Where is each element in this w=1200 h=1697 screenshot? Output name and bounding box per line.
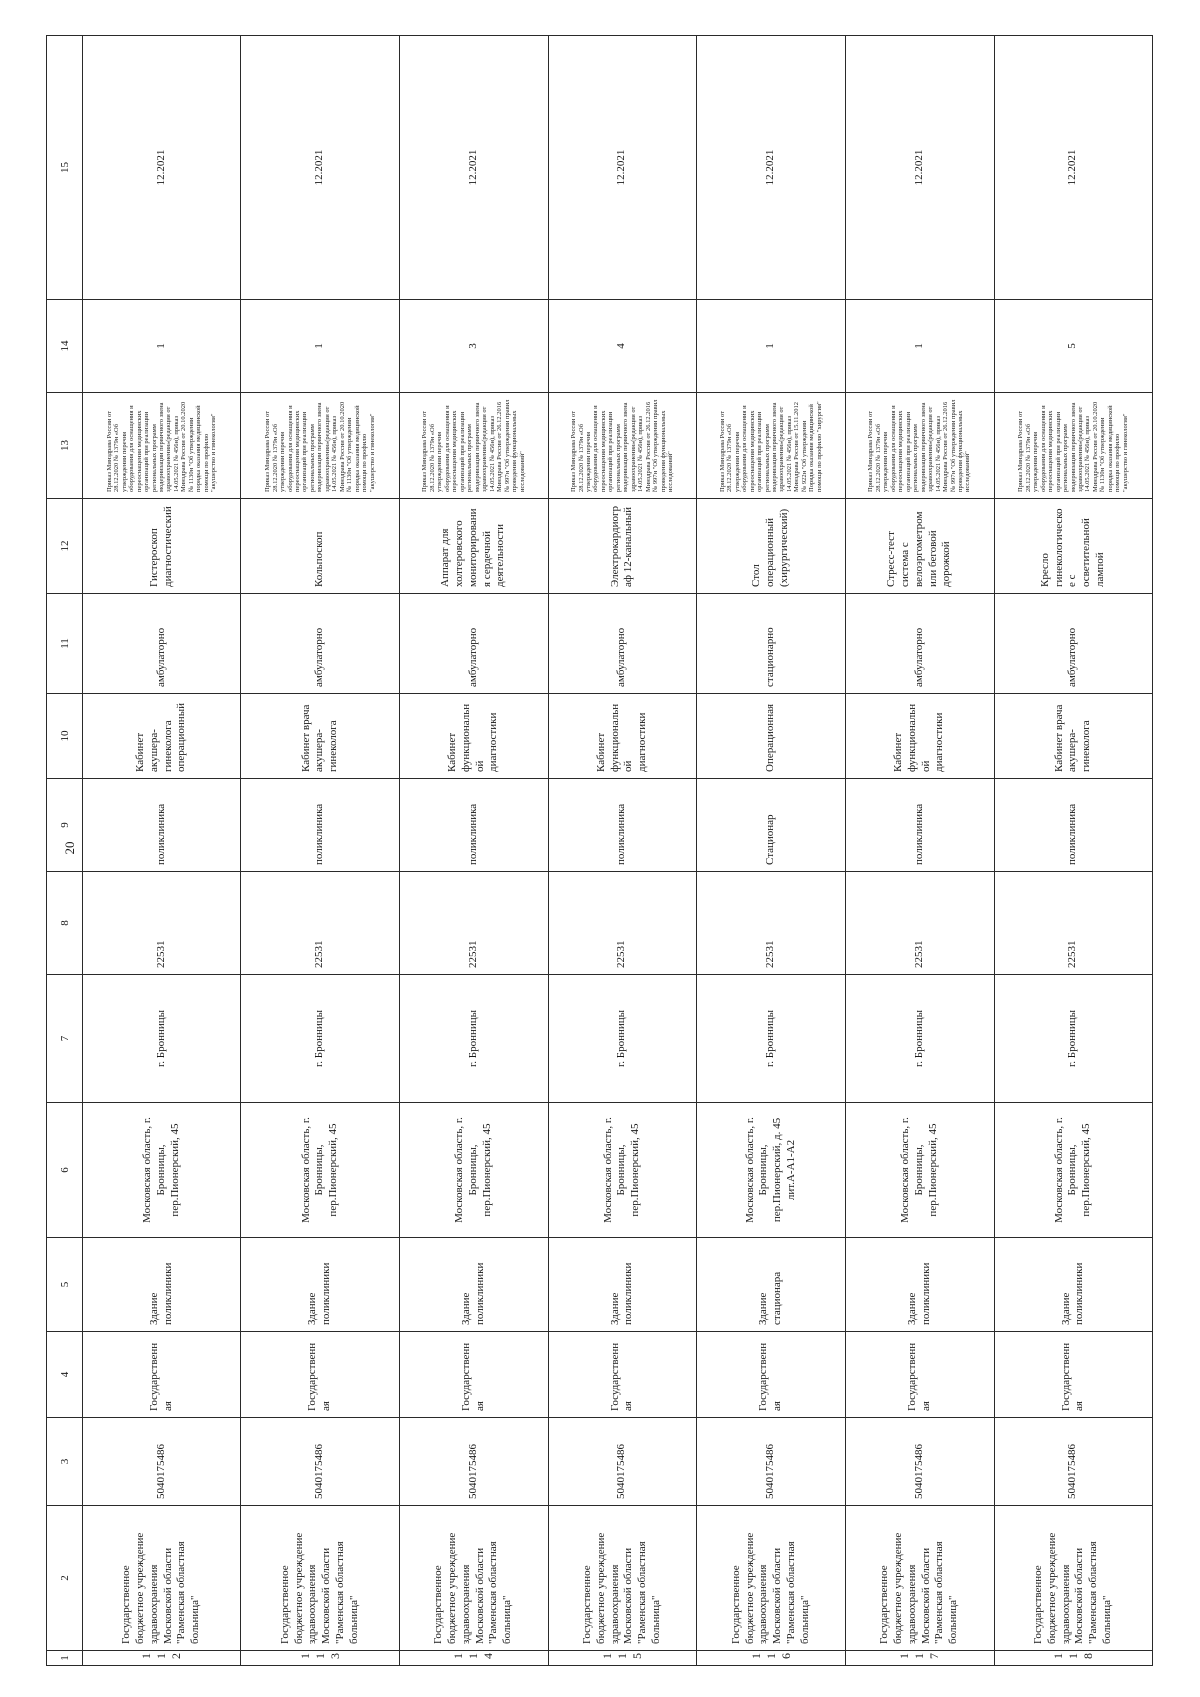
unit-type: поликлиника xyxy=(845,779,994,872)
inn: 5040175486 xyxy=(994,1418,1153,1506)
table-row xyxy=(548,36,697,1666)
quantity: 4 xyxy=(548,300,697,393)
inn: 5040175486 xyxy=(845,1418,994,1506)
quantity: 3 xyxy=(399,300,548,393)
building-name: Здание поликлиники xyxy=(548,1238,697,1332)
table-row xyxy=(845,36,994,1666)
delivery-date: 12.2021 xyxy=(845,36,994,300)
column-number: 11 xyxy=(47,594,83,694)
column-number: 5 xyxy=(47,1238,83,1332)
column-number: 7 xyxy=(47,975,83,1103)
address: Московская область, г. Бронницы, пер.Пионерский, 45 xyxy=(83,1103,241,1238)
table-row xyxy=(399,36,548,1666)
column-number: 15 xyxy=(47,36,83,300)
building-name: Здание стационара xyxy=(697,1238,846,1332)
quantity: 1 xyxy=(697,300,846,393)
unit-type: поликлиника xyxy=(241,779,399,872)
legal-basis: Приказ Минздрава России от 28.12.2020 № 1379н «Об утверждении перечня оборудования для оснащения и переоснащения медицинских организаций при реализации региональных программ модернизации первичного звена здравоохранения»(редакция от 14.05.2021 № 456н), приказ Минздрава России от 15.11.2012 № 922н "Об утверждении Порядка оказания медицинской помощи по профилю "хирургия" xyxy=(697,393,846,499)
column-number: 4 xyxy=(47,1332,83,1418)
quantity: 1 xyxy=(241,300,399,393)
address: Московская область, г. Бронницы, пер.Пионерский, 45 xyxy=(548,1103,697,1238)
column-number: 2 xyxy=(47,1506,83,1651)
organization-name: Государственное бюджетное учреждение здравоохранения Московской области "Раменская областная больница" xyxy=(399,1506,548,1651)
column-number: 1 xyxy=(47,1651,83,1666)
unit-type: поликлиника xyxy=(399,779,548,872)
code: 22531 xyxy=(994,872,1153,975)
row-number: 114 xyxy=(399,1651,548,1666)
building-name: Здание поликлиники xyxy=(994,1238,1153,1332)
row-number: 113 xyxy=(241,1651,399,1666)
equipment-name: Аппарат для холтеровского мониторирования сердечной деятельности xyxy=(399,499,548,594)
city: г. Бронницы xyxy=(548,975,697,1103)
unit-type: поликлиника xyxy=(83,779,241,872)
legal-basis: Приказ Минздрава России от 28.12.2020 № 1379н «Об утверждении перечня оборудования для оснащения и переоснащения медицинских организаций при реализации региональных программ модернизации первичного звена здравоохранения»(редакция от 14.05.2021 № 456н), приказ Минздрава России от 20.10.2020 № 1130н "Об утверждении порядка оказания медицинской помощи по профилю "акушерство и гинекология" xyxy=(994,393,1153,499)
equipment-name: Стол операционный (хирургический) xyxy=(697,499,846,594)
legal-basis: Приказ Минздрава России от 28.12.2020 № 1379н «Об утверждении перечня оборудования для оснащения и переоснащения медицинских организаций при реализации региональных программ модернизации первичного звена здравоохранения»(редакция от 14.05.2021 № 456н), приказ Минздрава России от 26.12.2016 № 997н "Об утверждении правил проведения функциональных исследований" xyxy=(845,393,994,499)
quantity: 5 xyxy=(994,300,1153,393)
row-number: 118 xyxy=(994,1651,1153,1666)
code: 22531 xyxy=(548,872,697,975)
care-conditions: амбулаторно xyxy=(548,594,697,694)
equipment-name: Электрокардиограф 12-канальный xyxy=(548,499,697,594)
ownership-form: Государственная xyxy=(83,1332,241,1418)
code: 22531 xyxy=(697,872,846,975)
legal-basis: Приказ Минздрава России от 28.12.2020 № 1379н «Об утверждении перечня оборудования для оснащения и переоснащения медицинских организаций при реализации региональных программ модернизации первичного звена здравоохранения»(редакция от 14.05.2021 № 456н), приказ Минздрава России от 26.12.2016 № 997н "Об утверждении правил проведения функциональных исследований" xyxy=(548,393,697,499)
column-number: 3 xyxy=(47,1418,83,1506)
organization-name: Государственное бюджетное учреждение здравоохранения Московской области "Раменская областная больница" xyxy=(697,1506,846,1651)
care-conditions: амбулаторно xyxy=(83,594,241,694)
ownership-form: Государственная xyxy=(697,1332,846,1418)
equipment-name: Гистероскоп диагностический xyxy=(83,499,241,594)
cabinet: Кабинет акушера-гинеколога операционный xyxy=(83,694,241,779)
cabinet: Кабинет врача акушера-гинеколога xyxy=(241,694,399,779)
cabinet: Кабинет функциональной диагностики xyxy=(845,694,994,779)
ownership-form: Государственная xyxy=(241,1332,399,1418)
delivery-date: 12.2021 xyxy=(697,36,846,300)
column-number: 9 xyxy=(47,779,83,872)
row-number: 115 xyxy=(548,1651,697,1666)
cabinet: Кабинет функциональной диагностики xyxy=(548,694,697,779)
page-number: 20 xyxy=(62,841,77,855)
code: 22531 xyxy=(399,872,548,975)
care-conditions: амбулаторно xyxy=(994,594,1153,694)
column-number: 12 xyxy=(47,499,83,594)
cabinet: Кабинет функциональной диагностики xyxy=(399,694,548,779)
quantity: 1 xyxy=(83,300,241,393)
equipment-name: Стресс-тест система с велоэргометром или беговой дорожкой xyxy=(845,499,994,594)
ownership-form: Государственная xyxy=(845,1332,994,1418)
row-number: 117 xyxy=(845,1651,994,1666)
organization-name: Государственное бюджетное учреждение здравоохранения Московской области "Раменская областная больница" xyxy=(241,1506,399,1651)
column-number: 13 xyxy=(47,393,83,499)
column-number: 6 xyxy=(47,1103,83,1238)
building-name: Здание поликлиники xyxy=(399,1238,548,1332)
organization-name: Государственное бюджетное учреждение здравоохранения Московской области "Раменская областная больница" xyxy=(83,1506,241,1651)
care-conditions: амбулаторно xyxy=(399,594,548,694)
ownership-form: Государственная xyxy=(548,1332,697,1418)
cabinet: Операционная xyxy=(697,694,846,779)
city: г. Бронницы xyxy=(241,975,399,1103)
row-number: 112 xyxy=(83,1651,241,1666)
equipment-table xyxy=(46,35,1153,1666)
address: Московская область, г. Бронницы, пер.Пионерский, д. 45 лит.А-А1-А2 xyxy=(697,1103,846,1238)
address: Московская область, г. Бронницы, пер.Пионерский, 45 xyxy=(241,1103,399,1238)
table-row xyxy=(994,36,1153,1666)
delivery-date: 12.2021 xyxy=(83,36,241,300)
delivery-date: 12.2021 xyxy=(994,36,1153,300)
building-name: Здание поликлиники xyxy=(845,1238,994,1332)
legal-basis: Приказ Минздрава России от 28.12.2020 № 1379н «Об утверждении перечня оборудования для оснащения и переоснащения медицинских организаций при реализации региональных программ модернизации первичного звена здравоохранения»(редакция от 14.05.2021 № 456н), приказ Минздрава России от 20.10.2020 № 1130н "Об утверждении порядка оказания медицинской помощи по профилю "акушерство и гинекология" xyxy=(241,393,399,499)
city: г. Бронницы xyxy=(845,975,994,1103)
inn: 5040175486 xyxy=(83,1418,241,1506)
address: Московская область, г. Бронницы, пер.Пионерский, 45 xyxy=(399,1103,548,1238)
delivery-date: 12.2021 xyxy=(399,36,548,300)
care-conditions: амбулаторно xyxy=(845,594,994,694)
inn: 5040175486 xyxy=(399,1418,548,1506)
legal-basis: Приказ Минздрава России от 28.12.2020 № 1379н «Об утверждении перечня оборудования для оснащения и переоснащения медицинских организаций при реализации региональных программ модернизации первичного звена здравоохранения»(редакция от 14.05.2021 № 456н), приказ Минздрава России от 20.10.2020 № 1130н "Об утверждении порядка оказания медицинской помощи по профилю "акушерство и гинекология" xyxy=(83,393,241,499)
organization-name: Государственное бюджетное учреждение здравоохранения Московской области "Раменская областная больница" xyxy=(994,1506,1153,1651)
city: г. Бронницы xyxy=(994,975,1153,1103)
city: г. Бронницы xyxy=(697,975,846,1103)
column-number: 8 xyxy=(47,872,83,975)
delivery-date: 12.2021 xyxy=(548,36,697,300)
inn: 5040175486 xyxy=(697,1418,846,1506)
rotated-table-wrapper xyxy=(46,36,1153,1666)
ownership-form: Государственная xyxy=(994,1332,1153,1418)
column-number: 10 xyxy=(47,694,83,779)
code: 22531 xyxy=(83,872,241,975)
building-name: Здание поликлиники xyxy=(241,1238,399,1332)
delivery-date: 12.2021 xyxy=(241,36,399,300)
organization-name: Государственное бюджетное учреждение здравоохранения Московской области "Раменская областная больница" xyxy=(548,1506,697,1651)
inn: 5040175486 xyxy=(548,1418,697,1506)
column-number: 14 xyxy=(47,300,83,393)
column-number-row xyxy=(47,36,83,1666)
cabinet: Кабинет врача акушера-гинеколога xyxy=(994,694,1153,779)
row-number: 116 xyxy=(697,1651,846,1666)
quantity: 1 xyxy=(845,300,994,393)
table-row xyxy=(697,36,846,1666)
unit-type: поликлиника xyxy=(548,779,697,872)
table-row xyxy=(83,36,241,1666)
code: 22531 xyxy=(845,872,994,975)
building-name: Здание поликлиники xyxy=(83,1238,241,1332)
legal-basis: Приказ Минздрава России от 28.12.2020 № 1379н «Об утверждении перечня оборудования для оснащения и переоснащения медицинских организаций при реализации региональных программ модернизации первичного звена здравоохранения»(редакция от 14.05.2021 № 456н), приказ Минздрава России от 26.12.2016 № 997н "Об утверждении правил проведения функциональных исследований" xyxy=(399,393,548,499)
address: Московская область, г. Бронницы, пер.Пионерский, 45 xyxy=(845,1103,994,1238)
equipment-name: Кольпоскоп xyxy=(241,499,399,594)
care-conditions: амбулаторно xyxy=(241,594,399,694)
table-row xyxy=(241,36,399,1666)
inn: 5040175486 xyxy=(241,1418,399,1506)
unit-type: поликлиника xyxy=(994,779,1153,872)
equipment-name: Кресло гинекологическое с осветительной лампой xyxy=(994,499,1153,594)
ownership-form: Государственная xyxy=(399,1332,548,1418)
organization-name: Государственное бюджетное учреждение здравоохранения Московской области "Раменская областная больница" xyxy=(845,1506,994,1651)
code: 22531 xyxy=(241,872,399,975)
city: г. Бронницы xyxy=(399,975,548,1103)
care-conditions: стационарно xyxy=(697,594,846,694)
city: г. Бронницы xyxy=(83,975,241,1103)
equipment-register xyxy=(46,36,1153,1666)
unit-type: Стационар xyxy=(697,779,846,872)
address: Московская область, г. Бронницы, пер.Пионерский, 45 xyxy=(994,1103,1153,1238)
